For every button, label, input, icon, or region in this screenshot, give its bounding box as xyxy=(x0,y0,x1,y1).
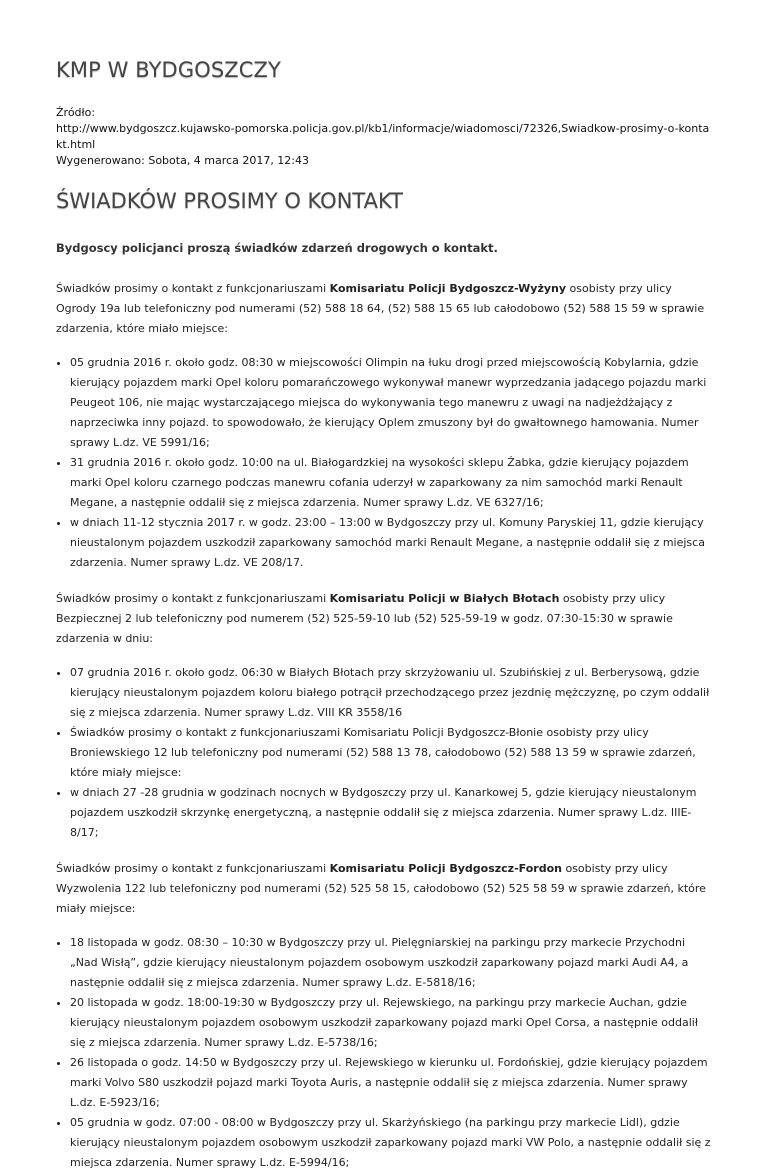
station-name: Komisariatu Policji Bydgoszcz-Wyżyny xyxy=(329,282,567,295)
document-meta xyxy=(56,105,712,169)
section-intro-fordon xyxy=(56,859,712,919)
source-label: Źródło: xyxy=(56,106,96,119)
incident-list-fordon xyxy=(56,933,712,1173)
article-lead: Bydgoscy policjanci proszą świadków zdarzeń drogowych o kontakt. xyxy=(56,241,498,255)
intro-text: osobisty przy ulicy Ogrody 19a lub telefoniczny pod numerami (52) 588 18 64, (52) 588 15 65 lub całodobowo (52) 588 15 59 w sprawie zdarzenia, które miało miejsce: xyxy=(56,282,705,335)
list-item: • 05 grudnia w godz. 07:00 - 08:00 w Bydgoszczy przy ul. Skarżyńskiego (na parkingu przy markecie Lidl), gdzie kierujący nieustalonym pojazdem osobowym uszkodził zaparkowany pojazd marki VW Polo, a następnie oddalił się z miejsca zdarzenia. Numer sprawy L.dz. E-5994/16; xyxy=(70,1113,712,1173)
list-item: • w dniach 27 -28 grudnia w godzinach nocnych w Bydgoszczy przy ul. Kanarkowej 5, gdzie kierujący nieustalonym pojazdem uszkodził skrzynkę energetyczną, a następnie oddalił się z miejsca zdarzenia. Numer sprawy L.dz. IIIE- 8/17; xyxy=(70,783,712,843)
list-item: • 26 listopada o godz. 14:50 w Bydgoszczy przy ul. Rejewskiego w kierunku ul. Fordońskiej, gdzie kierujący pojazdem marki Volvo S80 uszkodził pojazd marki Toyota Auris, a następnie oddalił się z miejsca zdarzenia. Numer sprawy L.dz. E-5923/16; xyxy=(70,1053,712,1113)
station-name: Komisariatu Policji w Białych Błotach xyxy=(329,592,560,605)
article-title: ŚWIADKÓW PROSIMY O KONTAKT xyxy=(56,189,403,213)
intro-text: Świadków prosimy o kontakt z funkcjonariuszami xyxy=(56,592,330,605)
generated-date: Wygenerowano: Sobota, 4 marca 2017, 12:43 xyxy=(56,154,310,167)
station-name: Komisariatu Policji Bydgoszcz-Fordon xyxy=(329,862,562,875)
section-intro-wyzyny xyxy=(56,279,712,339)
section-intro-biale-blota xyxy=(56,589,712,649)
incident-list-wyzyny xyxy=(56,353,712,573)
site-title: KMP W BYDGOSZCZY xyxy=(56,58,281,82)
intro-text: Świadków prosimy o kontakt z funkcjonariuszami xyxy=(56,282,330,295)
source-url: http://www.bydgoszcz.kujawsko-pomorska.policja.gov.pl/kb1/informacje/wiadomosci/72326,Swiadkow-prosimy-o-kontakt.html xyxy=(56,122,710,151)
list-item: • w dniach 11-12 stycznia 2017 r. w godz. 23:00 – 13:00 w Bydgoszczy przy ul. Komuny Paryskiej 11, gdzie kierujący nieustalonym pojazdem uszkodził zaparkowany samochód marki Renault Megane, a następnie oddalił się z miejsca zdarzenia. Numer sprawy L.dz. VE 208/17. xyxy=(70,513,712,573)
list-item: • 05 grudnia 2016 r. około godz. 08:30 w miejscowości Olimpin na łuku drogi przed miejscowością Kobylarnia, gdzie kierujący pojazdem marki Opel koloru pomarańczowego wykonywał manewr wyprzedzania jadącego pojazdu marki Peugeot 106, nie mając wystarczającego miejsca do wykonywania tego manewru z uwagi na nadjeżdżający z naprzeciwka inny pojazd. to spowodowało, że kierujący Oplem zmuszony był do gwałtownego hamowania. Numer sprawy L.dz. VE 5991/16; xyxy=(70,353,712,453)
intro-text: Świadków prosimy o kontakt z funkcjonariuszami xyxy=(56,862,330,875)
intro-text: osobisty przy ulicy Bezpiecznej 2 lub telefoniczny pod numerem (52) 525-59-10 lub (52) 525-59-19 w godz. 07:30-15:30 w sprawie zdarzenia w dniu: xyxy=(56,592,673,645)
list-item: • 07 grudnia 2016 r. około godz. 06:30 w Białych Błotach przy skrzyżowaniu ul. Szubińskiej z ul. Berberysową, gdzie kierujący nieustalonym pojazdem koloru białego potrącił przechodzącego przez jezdnię mężczyznę, po czym oddalił się z miejsca zdarzenia. Numer sprawy L.dz. VIII KR 3558/16 xyxy=(70,663,712,723)
incident-list-biale-blota xyxy=(56,663,712,843)
intro-text: osobisty przy ulicy Wyzwolenia 122 lub telefoniczny pod numerami (52) 525 58 15, całodobowo (52) 525 58 59 w sprawie zdarzeń, które miały miejsce: xyxy=(56,862,706,915)
list-item: • Świadków prosimy o kontakt z funkcjonariuszami Komisariatu Policji Bydgoszcz-Błonie osobisty przy ulicy Broniewskiego 12 lub telefoniczny pod numerami (52) 588 13 78, całodobowo (52) 588 13 59 w sprawie zdarzeń, które miały miejsce: xyxy=(70,723,712,783)
list-item: • 31 grudnia 2016 r. około godz. 10:00 na ul. Białogardzkiej na wysokości sklepu Żabka, gdzie kierujący pojazdem marki Opel koloru czarnego podczas manewru cofania uderzył w zaparkowany za nim samochód marki Renault Megane, a następnie oddalił się z miejsca zdarzenia. Numer sprawy L.dz. VE 6327/16; xyxy=(70,453,712,513)
list-item: • 20 listopada w godz. 18:00-19:30 w Bydgoszczy przy ul. Rejewskiego, na parkingu przy markecie Auchan, gdzie kierujący nieustalonym pojazdem osobowym uszkodził zaparkowany pojazd marki Opel Corsa, a następnie oddalił się z miejsca zdarzenia. Numer sprawy L.dz. E-5738/16; xyxy=(70,993,712,1053)
list-item: • 18 listopada w godz. 08:30 – 10:30 w Bydgoszczy przy ul. Pielęgniarskiej na parkingu przy markecie Przychodni „Nad Wisłą”, gdzie kierujący nieustalonym pojazdem osobowym uszkodził zaparkowany pojazd marki Audi A4, a następnie oddalił się z miejsca zdarzenia. Numer sprawy L.dz. E-5818/16; xyxy=(70,933,712,993)
